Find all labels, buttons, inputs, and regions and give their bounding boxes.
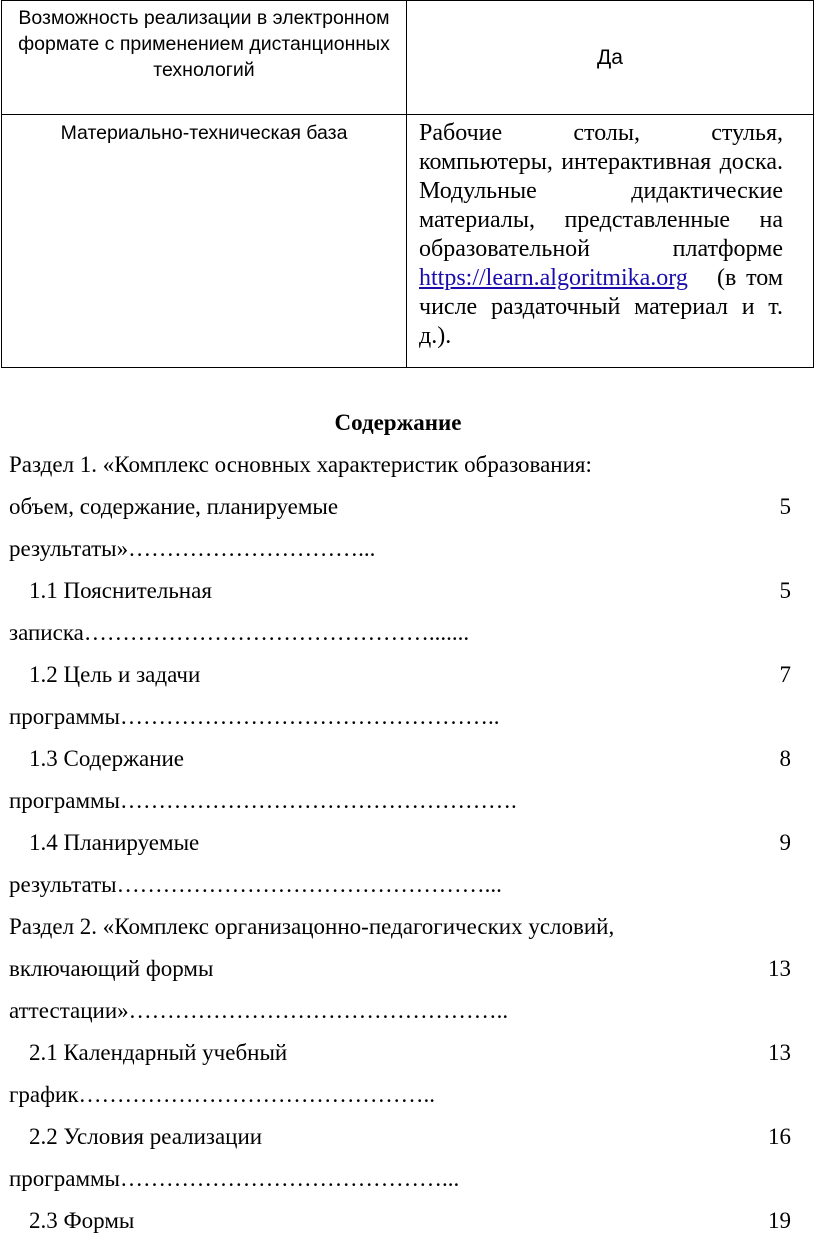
toc-page-number: 16 xyxy=(768,1124,791,1149)
toc-line xyxy=(9,1032,799,1074)
material-base-value xyxy=(407,115,813,351)
table-cell-label xyxy=(2,1,407,115)
toc-line xyxy=(9,990,799,1032)
toc-page-number: 19 xyxy=(768,1208,791,1233)
toc-line xyxy=(9,612,799,654)
toc-line xyxy=(9,822,799,864)
toc-line xyxy=(9,1116,799,1158)
toc-page-number: 5 xyxy=(779,494,791,519)
toc-page-number: 13 xyxy=(768,1040,791,1065)
toc-line-text: объем, содержание, планируемые xyxy=(9,494,339,519)
toc-line xyxy=(9,948,799,990)
toc-line-text: 2.3 Формы xyxy=(29,1208,135,1233)
toc-line xyxy=(9,696,799,738)
toc-line-text: 1.4 Планируемые xyxy=(29,830,200,855)
remote-format-value: Да xyxy=(597,45,623,69)
remote-format-label: Возможность реализации в электронном формате с применением дистанционных технологий xyxy=(18,7,390,81)
toc-line xyxy=(9,864,799,906)
table-cell-value xyxy=(407,115,814,368)
toc-page-number: 8 xyxy=(779,746,791,771)
material-base-label: Материально-техническая база xyxy=(60,122,348,144)
toc-page-number: 7 xyxy=(779,662,791,687)
toc-line xyxy=(9,1074,799,1116)
toc-line xyxy=(9,486,799,528)
toc-line-text: 1.3 Содержание xyxy=(29,746,185,771)
toc-line-text: Раздел 2. «Комплекс организацонно-педагогических условий, xyxy=(9,914,615,939)
toc-line-text: 1.1 Пояснительная xyxy=(29,578,212,603)
material-base-text: Рабочие столы, стулья, компьютеры, интерактивная доска. Модульные дидактические материалы, представленные на образовательной платформе xyxy=(419,120,783,262)
material-base-text-tail: (в том числе раздаточный материал и т. д.). xyxy=(419,265,784,349)
platform-link[interactable]: https://learn.algoritmika.org xyxy=(419,265,688,291)
toc-line-text: результаты…………………………………………... xyxy=(9,872,502,897)
toc-line xyxy=(9,654,799,696)
toc-line xyxy=(9,906,799,948)
toc-line xyxy=(9,1158,799,1200)
toc-line-text: результаты»…………………………... xyxy=(9,536,376,561)
table-row xyxy=(2,115,814,368)
toc-line-text: включающий формы xyxy=(9,956,214,981)
toc-line xyxy=(9,444,799,486)
table-row xyxy=(2,1,814,115)
toc-line xyxy=(9,1200,799,1242)
toc-line xyxy=(9,528,799,570)
toc-line-text: 2.1 Календарный учебный xyxy=(29,1040,288,1065)
program-info-table xyxy=(1,0,814,368)
toc-line xyxy=(9,780,799,822)
toc-line-text: Раздел 1. «Комплекс основных характеристик образования: xyxy=(9,452,592,477)
toc-line-text: программы………………………………………….. xyxy=(9,704,500,729)
toc-line-text: график……………………………………….. xyxy=(9,1082,436,1107)
toc-line-text: программы……………………………………... xyxy=(9,1166,460,1191)
toc-line xyxy=(9,738,799,780)
table-of-contents xyxy=(9,402,799,1242)
toc-line-text: аттестации»………………………………………….. xyxy=(9,998,509,1023)
toc-line xyxy=(9,570,799,612)
toc-line-text: записка………………………………………....... xyxy=(9,620,470,645)
toc-title: Содержание xyxy=(334,410,462,435)
table-cell-label xyxy=(2,115,407,368)
toc-page-number: 5 xyxy=(779,578,791,603)
table-cell-value xyxy=(407,1,814,115)
toc-line-text: 2.2 Условия реализации xyxy=(29,1124,263,1149)
toc-page-number: 13 xyxy=(768,956,791,981)
toc-page-number: 9 xyxy=(779,830,791,855)
toc-line-text: программы……………………………………………. xyxy=(9,788,517,813)
toc-line-text: 1.2 Цель и задачи xyxy=(29,662,201,687)
